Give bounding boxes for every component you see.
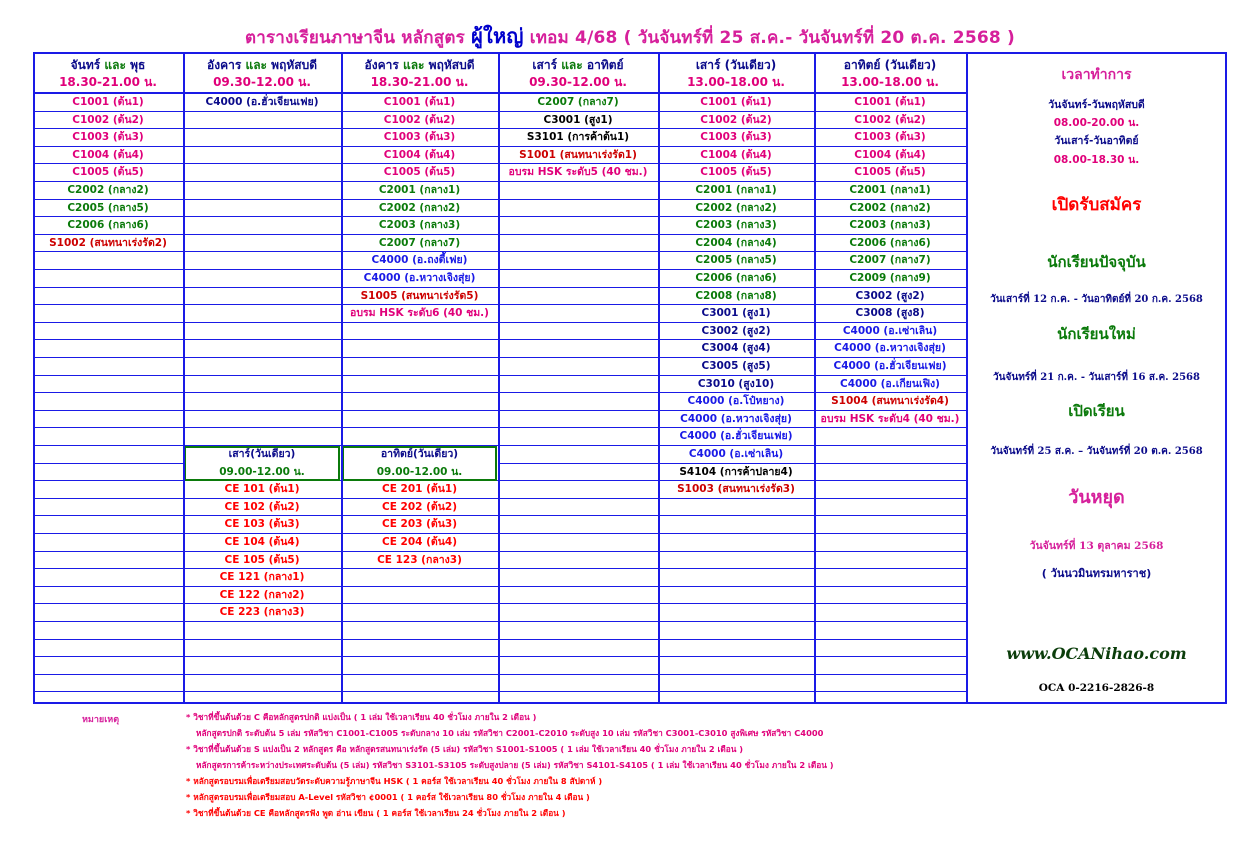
schedule-cell: [498, 499, 658, 517]
course-cell: อบรม HSK ระดับ5 (40 ชม.): [498, 164, 658, 182]
schedule-cell: [33, 376, 183, 394]
course-cell: C1004 (ต้น4): [658, 147, 814, 165]
note-line: * หลักสูตรอบรมเพื่อเตรียมสอบ A-Level รหัสวิชา ¢0001 ( 1 คอร์ส ใช้เวลาเรียน 80 ชั่วโมง ภายใน 4 เดือน ): [186, 792, 590, 802]
course-cell: C2003 (กลาง3): [341, 217, 498, 235]
course-cell: อบรม HSK ระดับ6 (40 ชม.): [341, 305, 498, 323]
course-cell: CE 223 (กลาง3): [183, 604, 341, 622]
schedule-cell: [183, 340, 341, 358]
schedule-cell: [658, 640, 814, 658]
course-cell: C2002 (กลาง2): [814, 200, 966, 218]
schedule-cell: [183, 640, 341, 658]
schedule-cell: [658, 604, 814, 622]
course-cell: CE 123 (กลาง3): [341, 552, 498, 570]
schedule-cell: [341, 587, 498, 605]
note-line: * วิชาที่ขึ้นต้นด้วย C คือหลักสูตรปกติ แบ่งเป็น ( 1 เล่ม ใช้เวลาเรียน 40 ชั่วโมง ภายใน 2 เดือน ): [186, 712, 537, 722]
course-cell: C2005 (กลาง5): [658, 252, 814, 270]
schedule-cell: [33, 393, 183, 411]
course-cell: C3005 (สูง5): [658, 358, 814, 376]
page-title: [0, 20, 1260, 52]
column-header-time: 13.00-18.00 น.: [687, 75, 785, 89]
schedule-cell: [814, 587, 966, 605]
course-cell: C2006 (กลาง6): [33, 217, 183, 235]
course-cell: C2001 (กลาง1): [814, 182, 966, 200]
day-name: อาทิตย์ (วันเดียว): [843, 58, 937, 72]
schedule-cell: [814, 604, 966, 622]
schedule-cell: [814, 516, 966, 534]
course-cell: C4000 (อ.หวางเจิงสุ่ย): [658, 411, 814, 429]
column-divider: [183, 52, 185, 704]
schedule-cell: [658, 552, 814, 570]
schedule-cell: [814, 569, 966, 587]
schedule-cell: [341, 340, 498, 358]
course-cell: S1003 (สนทนาเร่งรัด3): [658, 481, 814, 499]
schedule-cell: [33, 622, 183, 640]
course-cell: C1003 (ต้น3): [658, 129, 814, 147]
column-header-time: 09.30-12.00 น.: [529, 75, 627, 89]
schedule-cell: [33, 270, 183, 288]
course-cell: C2003 (กลาง3): [814, 217, 966, 235]
course-cell: C2001 (กลาง1): [341, 182, 498, 200]
note-line: * วิชาที่ขึ้นต้นด้วย CE คือหลักสูตรฟัง พูด อ่าน เขียน ( 1 คอร์ส ใช้เวลาเรียน 24 ชั่วโมง ภายใน 2 เดือน ): [186, 808, 566, 818]
schedule-cell: [341, 358, 498, 376]
schedule-cell: [33, 446, 183, 464]
schedule-cell: [183, 376, 341, 394]
course-cell: C1005 (ต้น5): [33, 164, 183, 182]
day-name: อังคาร: [207, 58, 242, 72]
course-cell: C1001 (ต้น1): [33, 94, 183, 112]
schedule-cell: [498, 622, 658, 640]
day-connector: และ: [398, 58, 429, 72]
schedule-cell: [341, 323, 498, 341]
course-cell: C3008 (สูง8): [814, 305, 966, 323]
course-cell: C1001 (ต้น1): [658, 94, 814, 112]
course-cell: C4000 (อ.เซ่าเลิน): [814, 323, 966, 341]
schedule-cell: [33, 411, 183, 429]
column-header-time: 13.00-18.00 น.: [841, 75, 939, 89]
course-cell: C2004 (กลาง4): [658, 235, 814, 253]
schedule-cell: [183, 411, 341, 429]
course-cell: C1001 (ต้น1): [814, 94, 966, 112]
schedule-cell: [498, 340, 658, 358]
weekday-time: 08.00-20.00 น.: [1053, 117, 1140, 129]
course-cell: C1003 (ต้น3): [814, 129, 966, 147]
schedule-cell: [498, 270, 658, 288]
schedule-cell: [183, 428, 341, 446]
column-divider: [658, 52, 660, 704]
course-cell: C4000 (อ.ถงตี้เฟย): [341, 252, 498, 270]
course-cell: C3001 (สูง1): [658, 305, 814, 323]
course-cell: C1004 (ต้น4): [341, 147, 498, 165]
schedule-cell: [183, 358, 341, 376]
schedule-cell: [33, 675, 183, 693]
schedule-cell: [183, 129, 341, 147]
day-connector: และ: [241, 58, 272, 72]
schedule-cell: [341, 428, 498, 446]
course-cell: C4000 (อ.ฮั่วเจียนเฟย): [183, 94, 341, 112]
new-dates: วันจันทร์ที่ 21 ก.ค. - วันเสาร์ที่ 16 ส.ค. 2568: [993, 372, 1200, 383]
course-cell: C2007 (กลาง7): [814, 252, 966, 270]
schedule-cell: [498, 358, 658, 376]
schedule-cell: [814, 534, 966, 552]
schedule-cell: [33, 499, 183, 517]
day-name: จันทร์: [70, 58, 101, 72]
schedule-cell: [183, 252, 341, 270]
schedule-cell: [498, 516, 658, 534]
course-cell: C2002 (กลาง2): [658, 200, 814, 218]
column-divider: [814, 52, 816, 704]
note-line: หลักสูตรการค้าระหว่างประเทศระดับต้น (5 เล่ม) รหัสวิชา S3101-S3105 ระดับสูงปลาย (5 เล่ม) รหัสวิชา S4101-S4105 ( 1 เล่ม ใช้เวลาเรียน 40 ชั่วโมง ภายใน 2 เดือน ): [196, 760, 834, 770]
weekday-label: วันจันทร์-วันพฤหัสบดี: [1048, 99, 1145, 111]
course-cell: C1001 (ต้น1): [341, 94, 498, 112]
course-cell: C1002 (ต้น2): [658, 112, 814, 130]
website-link[interactable]: www.OCANihao.com: [1006, 644, 1187, 663]
course-cell: CE 121 (กลาง1): [183, 569, 341, 587]
course-cell: S3101 (การค้าต้น1): [498, 129, 658, 147]
course-cell: S1004 (สนทนาเร่งรัด4): [814, 393, 966, 411]
day-name: พฤหัสบดี: [428, 58, 475, 72]
course-cell: CE 102 (ต้น2): [183, 499, 341, 517]
column-header-time: 09.30-12.00 น.: [213, 75, 311, 89]
schedule-cell: [341, 411, 498, 429]
schedule-cell: [33, 604, 183, 622]
schedule-cell: [341, 657, 498, 675]
schedule-cell: [658, 569, 814, 587]
course-cell: C3010 (สูง10): [658, 376, 814, 394]
course-cell: C4000 (อ.เซ่าเลิน): [658, 446, 814, 464]
schedule-cell: [33, 569, 183, 587]
note-line: * หลักสูตรอบรมเพื่อเตรียมสอบวัดระดับความรู้ภาษาจีน HSK ( 1 คอร์ส ใช้เวลาเรียน 40 ชั่วโมง ภายใน 8 สัปดาห์ ): [186, 776, 603, 786]
schedule-cell: [658, 657, 814, 675]
course-cell: S1005 (สนทนาเร่งรัด5): [341, 288, 498, 306]
course-cell: C1005 (ต้น5): [341, 164, 498, 182]
schedule-cell: [498, 182, 658, 200]
course-cell: S4104 (การค้าปลาย4): [658, 464, 814, 482]
schedule-cell: [33, 516, 183, 534]
schedule-cell: [498, 323, 658, 341]
schedule-cell: [814, 640, 966, 658]
schedule-cell: [814, 622, 966, 640]
course-cell: C1004 (ต้น4): [33, 147, 183, 165]
schedule-cell: [498, 446, 658, 464]
course-cell: C2006 (กลาง6): [814, 235, 966, 253]
course-cell: S1001 (สนทนาเร่งรัด1): [498, 147, 658, 165]
weekend-time: 08.00-18.30 น.: [1053, 154, 1140, 166]
current-title: นักเรียนปัจจุบัน: [1047, 253, 1146, 271]
schedule-cell: [498, 640, 658, 658]
schedule-cell: [498, 393, 658, 411]
course-cell: C4000 (อ.โป๋หยาง): [658, 393, 814, 411]
day-connector: และ: [557, 58, 587, 72]
schedule-cell: [341, 569, 498, 587]
schedule-cell: [814, 499, 966, 517]
course-cell: อบรม HSK ระดับ4 (40 ชม.): [814, 411, 966, 429]
course-cell: C3001 (สูง1): [498, 112, 658, 130]
schedule-cell: [658, 675, 814, 693]
schedule-cell: [498, 552, 658, 570]
note-line: * วิชาที่ขึ้นต้นด้วย S แบ่งเป็น 2 หลักสูตร คือ หลักสูตรสนทนาเร่งรัด (5 เล่ม) รหัสวิชา S1001-S1005 ( 1 เล่ม ใช้เวลาเรียน 40 ชั่วโมง ภายใน 2 เดือน ): [186, 744, 744, 754]
sub-header-day: เสาร์(วันเดียว): [183, 446, 341, 464]
schedule-cell: [498, 200, 658, 218]
schedule-cell: [814, 657, 966, 675]
course-cell: CE 103 (ต้น3): [183, 516, 341, 534]
schedule-cell: [341, 622, 498, 640]
schedule-cell: [183, 235, 341, 253]
course-cell: C1002 (ต้น2): [33, 112, 183, 130]
schedule-cell: [183, 288, 341, 306]
schedule-cell: [183, 270, 341, 288]
course-cell: C1004 (ต้น4): [814, 147, 966, 165]
schedule-cell: [498, 252, 658, 270]
course-cell: C4000 (อ.เกียนเฟิง): [814, 376, 966, 394]
schedule-cell: [658, 516, 814, 534]
schedule-cell: [658, 534, 814, 552]
column-divider: [341, 52, 343, 704]
schedule-cell: [814, 428, 966, 446]
schedule-cell: [814, 552, 966, 570]
schedule-cell: [498, 235, 658, 253]
class-dates: วันจันทร์ที่ 25 ส.ค. – วันจันทร์ที่ 20 ต.ค. 2568: [990, 446, 1203, 457]
course-cell: C1005 (ต้น5): [814, 164, 966, 182]
schedule-cell: [341, 604, 498, 622]
schedule-cell: [341, 675, 498, 693]
day-name: อาทิตย์: [586, 58, 624, 72]
course-cell: CE 105 (ต้น5): [183, 552, 341, 570]
schedule-cell: [33, 587, 183, 605]
course-cell: S1002 (สนทนาเร่งรัด2): [33, 235, 183, 253]
schedule-cell: [33, 464, 183, 482]
day-name: เสาร์: [532, 58, 558, 72]
course-cell: C2002 (กลาง2): [33, 182, 183, 200]
weekend-label: วันเสาร์-วันอาทิตย์: [1054, 135, 1139, 147]
course-cell: C2001 (กลาง1): [658, 182, 814, 200]
schedule-cell: [658, 499, 814, 517]
schedule-cell: [498, 376, 658, 394]
sub-header-day: อาทิตย์(วันเดียว): [341, 446, 498, 464]
column-header-time: 18.30-21.00 น.: [370, 75, 469, 89]
schedule-cell: [814, 481, 966, 499]
schedule-cell: [33, 358, 183, 376]
current-dates: วันเสาร์ที่ 12 ก.ค. - วันอาทิตย์ที่ 20 ก.ค. 2568: [990, 294, 1203, 305]
course-cell: C2005 (กลาง5): [33, 200, 183, 218]
schedule-cell: [183, 182, 341, 200]
schedule-cell: [183, 164, 341, 182]
title-prefix: ตารางเรียนภาษาจีน หลักสูตร: [244, 28, 472, 48]
course-cell: C2007 (กลาง7): [498, 94, 658, 112]
schedule-cell: [341, 376, 498, 394]
course-cell: C4000 (อ.หวางเจิงสุ่ย): [814, 340, 966, 358]
schedule-cell: [814, 446, 966, 464]
course-cell: C2009 (กลาง9): [814, 270, 966, 288]
schedule-cell: [498, 587, 658, 605]
course-cell: C1003 (ต้น3): [33, 129, 183, 147]
day-name: อังคาร: [364, 58, 399, 72]
schedule-cell: [498, 411, 658, 429]
schedule-cell: [183, 112, 341, 130]
class-title: เปิดเรียน: [1068, 402, 1125, 420]
schedule-cell: [814, 464, 966, 482]
course-cell: C4000 (อ.ฮั่วเจียนเฟย): [814, 358, 966, 376]
schedule-cell: [658, 587, 814, 605]
course-cell: C4000 (อ.หวางเจิงสุ่ย): [341, 270, 498, 288]
schedule-cell: [498, 481, 658, 499]
course-cell: CE 203 (ต้น3): [341, 516, 498, 534]
schedule-cell: [33, 657, 183, 675]
schedule-cell: [183, 305, 341, 323]
sub-header-box: [342, 446, 497, 481]
schedule-cell: [33, 428, 183, 446]
schedule-cell: [33, 552, 183, 570]
schedule-cell: [341, 640, 498, 658]
schedule-cell: [498, 217, 658, 235]
schedule-cell: [498, 534, 658, 552]
holiday-title: วันหยุด: [1068, 487, 1125, 508]
course-cell: CE 101 (ต้น1): [183, 481, 341, 499]
schedule-cell: [183, 393, 341, 411]
schedule-cell: [498, 569, 658, 587]
schedule-cell: [183, 323, 341, 341]
course-cell: CE 202 (ต้น2): [341, 499, 498, 517]
course-cell: C1002 (ต้น2): [814, 112, 966, 130]
course-cell: CE 104 (ต้น4): [183, 534, 341, 552]
schedule-cell: [341, 393, 498, 411]
schedule-cell: [183, 622, 341, 640]
schedule-cell: [183, 657, 341, 675]
schedule-cell: [33, 534, 183, 552]
holiday-date: วันจันทร์ที่ 13 ตุลาคม 2568: [1029, 540, 1164, 552]
phone-number: OCA 0-2216-2826-8: [1038, 682, 1155, 694]
schedule-cell: [183, 217, 341, 235]
course-cell: C2002 (กลาง2): [341, 200, 498, 218]
sub-header-box: [184, 446, 340, 481]
title-highlight: ผู้ใหญ่: [471, 24, 524, 48]
schedule-cell: [498, 288, 658, 306]
course-cell: CE 204 (ต้น4): [341, 534, 498, 552]
schedule-cell: [33, 288, 183, 306]
course-cell: C2006 (กลาง6): [658, 270, 814, 288]
course-cell: C3004 (สูง4): [658, 340, 814, 358]
schedule-cell: [498, 657, 658, 675]
title-suffix: เทอม 4/68 ( วันจันทร์ที่ 25 ส.ค.- วันจันทร์ที่ 20 ต.ค. 2568 ): [523, 28, 1016, 48]
course-cell: CE 122 (กลาง2): [183, 587, 341, 605]
notes-label: หมายเหตุ: [82, 715, 120, 725]
day-name: พุธ: [130, 58, 146, 72]
open-title: เปิดรับสมัคร: [1051, 195, 1142, 215]
schedule-cell: [814, 675, 966, 693]
sub-header-time: 09.00-12.00 น.: [341, 464, 498, 482]
schedule-cell: [33, 640, 183, 658]
day-connector: และ: [100, 58, 131, 72]
day-name: พฤหัสบดี: [271, 58, 317, 72]
course-cell: C2008 (กลาง8): [658, 288, 814, 306]
course-cell: CE 201 (ต้น1): [341, 481, 498, 499]
course-cell: C4000 (อ.ฮั่วเจียนเฟย): [658, 428, 814, 446]
info-panel: [966, 52, 1227, 704]
course-cell: C1003 (ต้น3): [341, 129, 498, 147]
hours-title: เวลาทำการ: [1061, 67, 1132, 83]
new-title: นักเรียนใหม่: [1057, 325, 1136, 343]
schedule-cell: [33, 305, 183, 323]
course-cell: C3002 (สูง2): [814, 288, 966, 306]
schedule-cell: [498, 604, 658, 622]
course-cell: C3002 (สูง2): [658, 323, 814, 341]
schedule-cell: [498, 428, 658, 446]
column-divider: [498, 52, 500, 704]
holiday-name: ( วันนวมินทรมหาราช): [1041, 567, 1152, 580]
schedule-cell: [498, 464, 658, 482]
schedule-cell: [33, 340, 183, 358]
course-cell: C1005 (ต้น5): [658, 164, 814, 182]
course-cell: C2007 (กลาง7): [341, 235, 498, 253]
schedule-cell: [33, 481, 183, 499]
schedule-cell: [498, 305, 658, 323]
course-cell: C1002 (ต้น2): [341, 112, 498, 130]
schedule-cell: [658, 622, 814, 640]
schedule-cell: [498, 675, 658, 693]
sub-header-time: 09.00-12.00 น.: [183, 464, 341, 482]
schedule-cell: [183, 147, 341, 165]
schedule-cell: [33, 323, 183, 341]
course-cell: C2003 (กลาง3): [658, 217, 814, 235]
day-name: เสาร์ (วันเดียว): [695, 58, 777, 72]
note-line: หลักสูตรปกติ ระดับต้น 5 เล่ม รหัสวิชา C1001-C1005 ระดับกลาง 10 เล่ม รหัสวิชา C2001-C2010 ระดับสูง 10 เล่ม รหัสวิชา C3001-C3010 สูงพิเศษ รหัสวิชา C4000: [196, 728, 824, 738]
column-header-time: 18.30-21.00 น.: [59, 75, 157, 89]
schedule-cell: [33, 252, 183, 270]
schedule-cell: [183, 200, 341, 218]
schedule-cell: [183, 675, 341, 693]
